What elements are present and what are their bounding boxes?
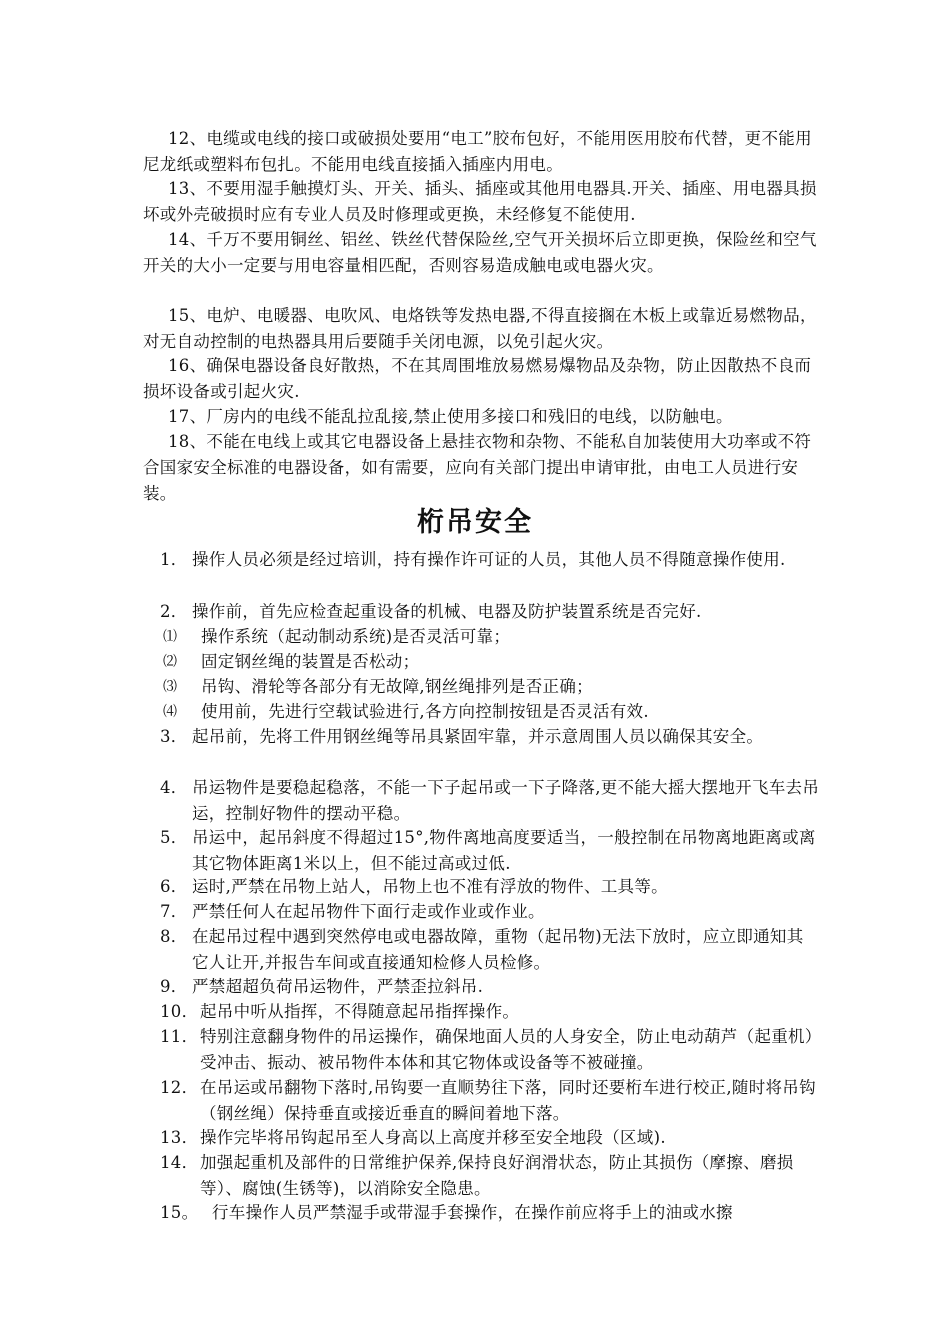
- rule-paragraph-15: 15、电炉、电暖器、电吹风、电烙铁等发热电器,不得直接搁在木板上或靠近易燃物品，对无自动控制的电热器具用后要随手关闭电源，以免引起火灾。: [143, 306, 817, 351]
- list-number: 9．: [160, 977, 188, 996]
- list-text: 固定钢丝绳的装置是否松动；: [201, 652, 420, 671]
- list-number: 15。: [160, 1203, 199, 1222]
- list-number: 4．: [160, 778, 188, 797]
- list-text: 严禁超超负荷吊运物件，严禁歪拉斜吊.: [192, 977, 484, 996]
- list-item: [160, 1150, 820, 1202]
- list-item: [160, 924, 820, 976]
- list-number: 11．: [160, 1027, 199, 1046]
- section-heading: 桁吊安全: [417, 507, 533, 538]
- list-item: [160, 899, 820, 925]
- list-text: 严禁任何人在起吊物件下面行走或作业或作业。: [192, 902, 545, 921]
- sub-list-item: [163, 649, 823, 675]
- list-item: [160, 974, 820, 1000]
- list-item: [160, 1075, 820, 1127]
- list-number: 14．: [160, 1153, 199, 1172]
- list-number: 7．: [160, 902, 188, 921]
- list-text: 起吊前，先将工件用钢丝绳等吊具紧固牢靠，并示意周围人员以确保其安全。: [192, 727, 764, 746]
- list-item: [160, 547, 820, 573]
- list-text: 起吊中听从指挥，不得随意起吊指挥操作。: [200, 1002, 520, 1021]
- list-text: 吊运物件是要稳起稳落，不能一下子起吊或一下子降落,更不能大摇大摆地开飞车去吊运，控制好物件的摆动平稳。: [192, 778, 820, 823]
- list-item: [160, 999, 820, 1025]
- list-number: 13．: [160, 1128, 199, 1147]
- rule-paragraph-12: 12、电缆或电线的接口或破损处要用“电工”胶布包好，不能用医用胶布代替，更不能用尼龙纸或塑料布包扎。不能用电线直接插入插座内用电。: [143, 129, 812, 174]
- list-item: [160, 1200, 820, 1226]
- rule-paragraph-18: 18、不能在电线上或其它电器设备上悬挂衣物和杂物、不能私自加装使用大功率或不符合国家安全标准的电器设备，如有需要，应向有关部门提出申请审批，由电工人员进行安装。: [143, 432, 812, 503]
- list-number: 10．: [160, 1002, 199, 1021]
- list-text: 运时,严禁在吊物上站人，吊物上也不准有浮放的物件、工具等。: [192, 877, 668, 896]
- list-text: 在吊运或吊翻物下落时,吊钩要一直顺势往下落，同时还要桁车进行校正,随时将吊钩（钢丝绳）保持垂直或接近垂直的瞬间着地下落。: [200, 1078, 816, 1123]
- list-text: 行车操作人员严禁湿手或带湿手套操作，在操作前应将手上的油或水擦: [212, 1203, 733, 1222]
- rule-paragraph-16: 16、确保电器设备良好散热，不在其周围堆放易燃易爆物品及杂物，防止因散热不良而损坏设备或引起火灾.: [143, 356, 812, 401]
- list-text: 吊运中，起吊斜度不得超过15°,物件离地高度要适当，一般控制在吊物离地距离或离其它物体距离1米以上，但不能过高或过低.: [192, 828, 816, 873]
- sub-list-item: [163, 674, 823, 700]
- sub-list-item: [163, 624, 823, 650]
- list-number: ⑷: [163, 704, 178, 720]
- list-number: 8．: [160, 927, 188, 946]
- list-text: 加强起重机及部件的日常维护保养,保持良好润滑状态，防止其损伤（摩擦、磨损等）、腐蚀(生锈等)，以消除安全隐患。: [200, 1153, 794, 1198]
- rule-paragraph-14: 14、千万不要用铜丝、铝丝、铁丝代替保险丝,空气开关损坏后立即更换，保险丝和空气开关的大小一定要与用电容量相匹配，否则容易造成触电或电器火灾。: [143, 230, 817, 275]
- list-number: 6．: [160, 877, 188, 896]
- list-item: [160, 874, 820, 900]
- list-number: 12．: [160, 1078, 199, 1097]
- list-item: [160, 599, 820, 625]
- list-text: 操作人员必须是经过培训，持有操作许可证的人员，其他人员不得随意操作使用.: [192, 550, 786, 569]
- list-item: [160, 775, 820, 827]
- list-item: [160, 1024, 820, 1076]
- rule-paragraph-13: 13、不要用湿手触摸灯头、开关、插头、插座或其他用电器具.开关、插座、用电器具损坏或外壳破损时应有专业人员及时修理或更换，未经修复不能使用.: [143, 179, 817, 224]
- list-text: 使用前，先进行空载试验进行,各方向控制按钮是否灵活有效.: [201, 702, 649, 721]
- list-number: ⑵: [163, 654, 178, 670]
- list-text: 特别注意翻身物件的吊运操作，确保地面人员的人身安全，防止电动葫芦（起重机）受冲击、振动、被吊物件本体和其它物体或设备等不被碰撞。: [200, 1027, 814, 1072]
- list-number: 3．: [160, 727, 188, 746]
- sub-list-item: [163, 699, 823, 725]
- list-text: 操作完毕将吊钩起吊至人身高以上高度并移至安全地段（区域).: [200, 1128, 666, 1147]
- list-number: 2．: [160, 602, 188, 621]
- list-text: 吊钩、滑轮等各部分有无故障,钢丝绳排列是否正确；: [201, 677, 593, 696]
- list-item: [160, 724, 820, 750]
- list-number: 1．: [160, 550, 188, 569]
- list-text: 在起吊过程中遇到突然停电或电器故障，重物（起吊物)无法下放时，应立即通知其它人让开,并报告车间或直接通知检修人员检修。: [192, 927, 804, 972]
- list-item: [160, 1125, 820, 1151]
- list-number: ⑶: [163, 679, 178, 695]
- list-number: 5．: [160, 828, 188, 847]
- list-item: [160, 825, 820, 877]
- list-text: 操作前，首先应检查起重设备的机械、电器及防护装置系统是否完好.: [192, 602, 702, 621]
- list-text: 操作系统（起动制动系统)是否灵活可靠；: [201, 627, 511, 646]
- list-number: ⑴: [163, 629, 178, 645]
- rule-paragraph-17: 17、厂房内的电线不能乱拉乱接,禁止使用多接口和残旧的电线，以防触电。: [168, 407, 733, 426]
